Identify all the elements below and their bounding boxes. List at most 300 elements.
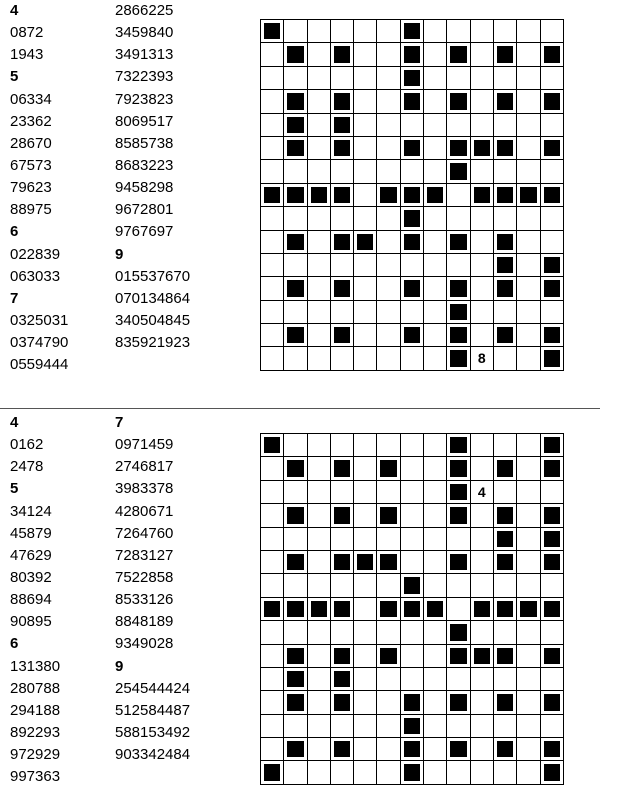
number-entry: 131380 [10, 657, 61, 675]
grid-cell[interactable] [470, 300, 493, 323]
grid-cell[interactable] [517, 761, 540, 784]
grid-cell[interactable] [307, 300, 330, 323]
grid-cell[interactable] [517, 434, 540, 457]
grid-cell[interactable] [284, 20, 307, 43]
grid-cell[interactable] [540, 207, 563, 230]
grid-cell[interactable] [470, 667, 493, 690]
grid-cell[interactable] [493, 761, 516, 784]
grid-cell[interactable] [284, 527, 307, 550]
grid-cell[interactable] [377, 253, 400, 276]
grid-cell[interactable] [354, 504, 377, 527]
grid-cell[interactable] [261, 621, 284, 644]
grid-cell[interactable] [330, 66, 353, 89]
grid-cell[interactable] [330, 160, 353, 183]
grid-cell[interactable] [284, 434, 307, 457]
grid-cell[interactable] [447, 183, 470, 206]
grid-cell[interactable] [400, 300, 423, 323]
grid-cell[interactable] [424, 738, 447, 761]
grid-cell[interactable] [354, 457, 377, 480]
grid-cell[interactable] [307, 457, 330, 480]
grid-cell[interactable] [400, 457, 423, 480]
grid-cell[interactable] [354, 324, 377, 347]
grid-cell[interactable] [424, 457, 447, 480]
grid-cell[interactable] [261, 207, 284, 230]
grid-row [261, 714, 564, 737]
grid-cell[interactable] [540, 667, 563, 690]
grid-cell[interactable] [261, 324, 284, 347]
grid-cell[interactable] [540, 714, 563, 737]
grid-cell[interactable] [470, 504, 493, 527]
grid-cell[interactable] [307, 667, 330, 690]
black-cell [284, 113, 307, 136]
grid-cell[interactable] [261, 550, 284, 573]
grid-cell[interactable] [517, 504, 540, 527]
number-entry: 28670 [10, 134, 52, 152]
grid-cell[interactable] [470, 230, 493, 253]
grid-cell[interactable] [377, 527, 400, 550]
grid-cell[interactable] [470, 90, 493, 113]
grid-cell[interactable] [377, 667, 400, 690]
number-entry: 79623 [10, 179, 52, 197]
grid-cell[interactable] [307, 43, 330, 66]
grid-cell[interactable] [284, 480, 307, 503]
grid-cell[interactable] [517, 43, 540, 66]
grid-cell[interactable] [377, 691, 400, 714]
grid-cell[interactable] [261, 504, 284, 527]
grid-cell[interactable] [307, 230, 330, 253]
grid-cell[interactable] [354, 434, 377, 457]
grid-cell[interactable] [517, 527, 540, 550]
black-cell [400, 183, 423, 206]
grid-cell[interactable] [470, 43, 493, 66]
grid-cell[interactable] [354, 527, 377, 550]
grid-cell[interactable] [517, 714, 540, 737]
grid-cell[interactable] [470, 761, 493, 784]
grid-cell[interactable] [424, 574, 447, 597]
grid-cell[interactable] [424, 207, 447, 230]
grid-cell[interactable] [517, 457, 540, 480]
grid-cell[interactable] [470, 207, 493, 230]
grid-cell[interactable] [540, 20, 563, 43]
grid-cell[interactable] [424, 20, 447, 43]
grid-cell[interactable] [377, 761, 400, 784]
grid-cell[interactable] [540, 160, 563, 183]
grid-cell[interactable] [517, 113, 540, 136]
grid-cell[interactable] [424, 527, 447, 550]
black-cell [540, 761, 563, 784]
grid-cell[interactable] [447, 207, 470, 230]
grid-cell[interactable] [284, 574, 307, 597]
grid-cell[interactable] [470, 714, 493, 737]
grid-cell[interactable] [354, 597, 377, 620]
grid-cell[interactable] [261, 714, 284, 737]
grid-cell[interactable] [354, 738, 377, 761]
grid-cell[interactable] [493, 300, 516, 323]
grid-cell[interactable] [330, 714, 353, 737]
grid-cell[interactable] [424, 324, 447, 347]
grid-cell[interactable] [470, 574, 493, 597]
grid-cell[interactable] [540, 66, 563, 89]
grid-cell[interactable] [354, 43, 377, 66]
grid-cell[interactable] [354, 207, 377, 230]
grid-cell[interactable] [400, 667, 423, 690]
grid-cell[interactable] [540, 621, 563, 644]
grid-cell[interactable] [284, 347, 307, 370]
grid-cell[interactable] [424, 90, 447, 113]
grid-cell[interactable] [493, 621, 516, 644]
grid-cell[interactable] [517, 550, 540, 573]
grid-cell[interactable] [424, 621, 447, 644]
grid-cell[interactable] [330, 20, 353, 43]
grid-cell[interactable] [307, 347, 330, 370]
grid-cell[interactable] [470, 347, 493, 370]
grid-cell[interactable] [354, 691, 377, 714]
grid-cell[interactable] [377, 136, 400, 159]
grid-cell[interactable] [354, 20, 377, 43]
grid-cell[interactable] [517, 300, 540, 323]
grid-cell[interactable] [307, 504, 330, 527]
grid-cell[interactable] [470, 527, 493, 550]
grid-cell[interactable] [493, 160, 516, 183]
grid-cell[interactable] [307, 574, 330, 597]
grid-cell[interactable] [470, 550, 493, 573]
grid-cell[interactable] [377, 480, 400, 503]
grid-cell[interactable] [493, 574, 516, 597]
grid-cell[interactable] [330, 253, 353, 276]
grid-cell[interactable] [540, 574, 563, 597]
grid-cell[interactable] [517, 621, 540, 644]
grid-cell[interactable] [330, 574, 353, 597]
grid-cell[interactable] [517, 691, 540, 714]
length-heading: 7 [10, 289, 19, 307]
number-entry: 9349028 [115, 635, 174, 653]
grid-cell[interactable] [307, 160, 330, 183]
grid-cell[interactable] [517, 20, 540, 43]
grid-cell[interactable] [354, 300, 377, 323]
grid-cell[interactable] [261, 253, 284, 276]
grid-cell[interactable] [447, 20, 470, 43]
grid-cell[interactable] [354, 761, 377, 784]
grid-cell[interactable] [261, 160, 284, 183]
grid-cell[interactable] [400, 644, 423, 667]
grid-cell[interactable] [261, 66, 284, 89]
grid-row [261, 527, 564, 550]
black-cell [400, 597, 423, 620]
grid-cell[interactable] [261, 113, 284, 136]
grid-cell[interactable] [493, 480, 516, 503]
grid-cell[interactable] [354, 113, 377, 136]
grid-cell[interactable] [307, 480, 330, 503]
grid-cell[interactable] [354, 347, 377, 370]
grid-cell[interactable] [424, 136, 447, 159]
grid-cell[interactable] [424, 550, 447, 573]
grid-cell[interactable] [284, 66, 307, 89]
grid-cell[interactable] [330, 761, 353, 784]
grid-cell[interactable] [307, 207, 330, 230]
grid-cell[interactable] [307, 691, 330, 714]
grid-cell[interactable] [447, 113, 470, 136]
grid-cell[interactable] [424, 434, 447, 457]
grid-cell[interactable] [493, 714, 516, 737]
grid-cell[interactable] [424, 480, 447, 503]
grid-cell[interactable] [424, 667, 447, 690]
grid-cell[interactable] [540, 300, 563, 323]
crossnumber-grid[interactable] [260, 433, 564, 785]
grid-cell[interactable] [517, 480, 540, 503]
grid-cell[interactable] [377, 207, 400, 230]
black-cell [540, 597, 563, 620]
grid-cell[interactable] [517, 66, 540, 89]
crossnumber-grid[interactable] [260, 19, 564, 371]
grid-cell[interactable] [284, 300, 307, 323]
grid-cell[interactable] [517, 574, 540, 597]
grid-cell[interactable] [284, 207, 307, 230]
number-entry: 0872 [10, 24, 44, 42]
grid-cell[interactable] [330, 527, 353, 550]
grid-cell[interactable] [447, 761, 470, 784]
grid-cell[interactable] [447, 66, 470, 89]
grid-cell[interactable] [517, 90, 540, 113]
grid-cell[interactable] [493, 434, 516, 457]
grid-cell[interactable] [284, 160, 307, 183]
grid-cell[interactable] [470, 434, 493, 457]
grid-cell[interactable] [377, 90, 400, 113]
grid-cell[interactable] [307, 20, 330, 43]
grid-cell[interactable] [377, 113, 400, 136]
grid-cell[interactable] [307, 277, 330, 300]
grid-cell[interactable] [400, 550, 423, 573]
grid-cell[interactable] [493, 347, 516, 370]
grid-cell[interactable] [307, 761, 330, 784]
black-cell [493, 324, 516, 347]
grid-cell[interactable] [284, 621, 307, 644]
grid-cell[interactable] [540, 230, 563, 253]
black-cell [400, 90, 423, 113]
grid-cell[interactable] [261, 347, 284, 370]
number-entry: 7522858 [115, 568, 174, 586]
black-cell [330, 597, 353, 620]
grid-cell[interactable] [307, 136, 330, 159]
grid-cell[interactable] [470, 738, 493, 761]
grid-cell[interactable] [354, 66, 377, 89]
grid-cell[interactable] [261, 43, 284, 66]
grid-cell[interactable] [400, 504, 423, 527]
grid-cell[interactable] [470, 160, 493, 183]
grid-cell[interactable] [424, 43, 447, 66]
grid-cell[interactable] [517, 347, 540, 370]
number-entry: 3491313 [115, 46, 174, 64]
grid-cell[interactable] [261, 300, 284, 323]
black-cell [261, 183, 284, 206]
grid-cell[interactable] [493, 20, 516, 43]
grid-cell[interactable] [330, 347, 353, 370]
grid-cell[interactable] [493, 207, 516, 230]
grid-cell[interactable] [424, 644, 447, 667]
grid-cell[interactable] [284, 253, 307, 276]
grid-cell[interactable] [261, 480, 284, 503]
grid-cell[interactable] [470, 324, 493, 347]
grid-cell[interactable] [400, 160, 423, 183]
grid-cell[interactable] [400, 434, 423, 457]
grid-cell[interactable] [400, 621, 423, 644]
grid-cell[interactable] [424, 761, 447, 784]
grid-cell[interactable] [330, 621, 353, 644]
grid-cell[interactable] [261, 644, 284, 667]
grid-cell[interactable] [517, 667, 540, 690]
grid-cell[interactable] [470, 277, 493, 300]
grid-cell[interactable] [261, 667, 284, 690]
grid-cell[interactable] [517, 136, 540, 159]
grid-cell[interactable] [424, 714, 447, 737]
grid-cell[interactable] [307, 90, 330, 113]
grid-cell[interactable] [517, 324, 540, 347]
grid-cell[interactable] [354, 714, 377, 737]
grid-cell[interactable] [330, 300, 353, 323]
grid-cell[interactable] [424, 691, 447, 714]
grid-cell[interactable] [493, 113, 516, 136]
grid-cell[interactable] [400, 253, 423, 276]
grid-cell[interactable] [400, 480, 423, 503]
grid-cell[interactable] [307, 644, 330, 667]
grid-cell[interactable] [307, 550, 330, 573]
grid-cell[interactable] [470, 20, 493, 43]
grid-cell[interactable] [540, 113, 563, 136]
grid-cell[interactable] [377, 300, 400, 323]
grid-cell[interactable] [424, 160, 447, 183]
grid-cell[interactable] [424, 300, 447, 323]
grid-cell[interactable] [354, 90, 377, 113]
grid-cell[interactable] [377, 43, 400, 66]
number-entry: 45879 [10, 524, 52, 542]
black-cell [261, 20, 284, 43]
grid-cell[interactable] [377, 160, 400, 183]
grid-cell[interactable] [261, 527, 284, 550]
black-cell [330, 457, 353, 480]
grid-cell[interactable] [377, 324, 400, 347]
grid-cell[interactable] [261, 691, 284, 714]
grid-cell[interactable] [377, 574, 400, 597]
grid-cell[interactable] [470, 691, 493, 714]
grid-cell[interactable] [307, 66, 330, 89]
grid-cell[interactable] [424, 277, 447, 300]
grid-cell[interactable] [470, 621, 493, 644]
grid-cell[interactable] [493, 66, 516, 89]
grid-cell[interactable] [400, 527, 423, 550]
grid-cell[interactable] [261, 136, 284, 159]
grid-cell[interactable] [447, 574, 470, 597]
grid-cell[interactable] [400, 113, 423, 136]
grid-cell[interactable] [447, 667, 470, 690]
grid-cell[interactable] [330, 480, 353, 503]
grid-cell[interactable] [354, 136, 377, 159]
grid-cell[interactable] [517, 277, 540, 300]
black-cell [284, 324, 307, 347]
grid-cell[interactable] [447, 527, 470, 550]
grid-cell[interactable] [307, 324, 330, 347]
grid-cell[interactable] [261, 277, 284, 300]
grid-cell[interactable] [377, 714, 400, 737]
grid-cell[interactable] [284, 761, 307, 784]
grid-cell[interactable] [517, 738, 540, 761]
grid-cell[interactable] [517, 253, 540, 276]
grid-cell[interactable] [493, 667, 516, 690]
grid-cell[interactable] [307, 621, 330, 644]
grid-cell[interactable] [470, 113, 493, 136]
grid-cell[interactable] [261, 738, 284, 761]
number-entry: 1943 [10, 46, 44, 64]
grid-cell[interactable] [377, 277, 400, 300]
grid-cell[interactable] [424, 347, 447, 370]
grid-cell[interactable] [400, 347, 423, 370]
grid-cell[interactable] [517, 644, 540, 667]
grid-cell[interactable] [377, 738, 400, 761]
grid-cell[interactable] [470, 66, 493, 89]
number-entry: 997363 [10, 768, 61, 786]
grid-cell[interactable] [261, 90, 284, 113]
grid-cell[interactable] [377, 20, 400, 43]
grid-cell[interactable] [354, 160, 377, 183]
grid-cell[interactable] [377, 434, 400, 457]
grid-cell[interactable] [354, 183, 377, 206]
black-cell [400, 66, 423, 89]
grid-cell[interactable] [354, 644, 377, 667]
grid-cell[interactable] [517, 230, 540, 253]
grid-cell[interactable] [470, 253, 493, 276]
grid-cell[interactable] [307, 253, 330, 276]
grid-cell[interactable] [354, 574, 377, 597]
grid-cell[interactable] [330, 434, 353, 457]
grid-cell[interactable] [377, 621, 400, 644]
grid-cell[interactable] [447, 253, 470, 276]
grid-cell[interactable] [307, 527, 330, 550]
grid-cell[interactable] [377, 66, 400, 89]
grid-cell[interactable] [377, 347, 400, 370]
black-cell [377, 457, 400, 480]
grid-cell[interactable] [424, 253, 447, 276]
grid-cell[interactable] [354, 621, 377, 644]
grid-cell[interactable] [447, 597, 470, 620]
grid-cell[interactable] [354, 277, 377, 300]
grid-cell[interactable] [354, 667, 377, 690]
grid-cell[interactable] [261, 574, 284, 597]
grid-cell[interactable] [307, 738, 330, 761]
grid-cell[interactable] [424, 113, 447, 136]
grid-cell[interactable] [307, 714, 330, 737]
grid-cell[interactable] [284, 714, 307, 737]
length-heading: 5 [10, 480, 19, 498]
grid-cell[interactable] [424, 66, 447, 89]
grid-cell[interactable] [354, 253, 377, 276]
grid-cell[interactable] [330, 207, 353, 230]
grid-cell[interactable] [447, 714, 470, 737]
grid-cell[interactable] [354, 480, 377, 503]
grid-cell[interactable] [261, 457, 284, 480]
grid-cell[interactable] [470, 457, 493, 480]
grid-row [261, 480, 564, 503]
number-entry: 06334 [10, 90, 52, 108]
grid-cell[interactable] [424, 504, 447, 527]
grid-cell[interactable] [377, 230, 400, 253]
grid-cell[interactable] [424, 230, 447, 253]
grid-cell[interactable] [307, 113, 330, 136]
grid-cell[interactable] [540, 480, 563, 503]
grid-cell[interactable] [517, 160, 540, 183]
grid-cell[interactable] [470, 480, 493, 503]
grid-cell[interactable] [307, 434, 330, 457]
grid-cell[interactable] [261, 230, 284, 253]
black-cell [400, 691, 423, 714]
grid-cell[interactable] [517, 207, 540, 230]
